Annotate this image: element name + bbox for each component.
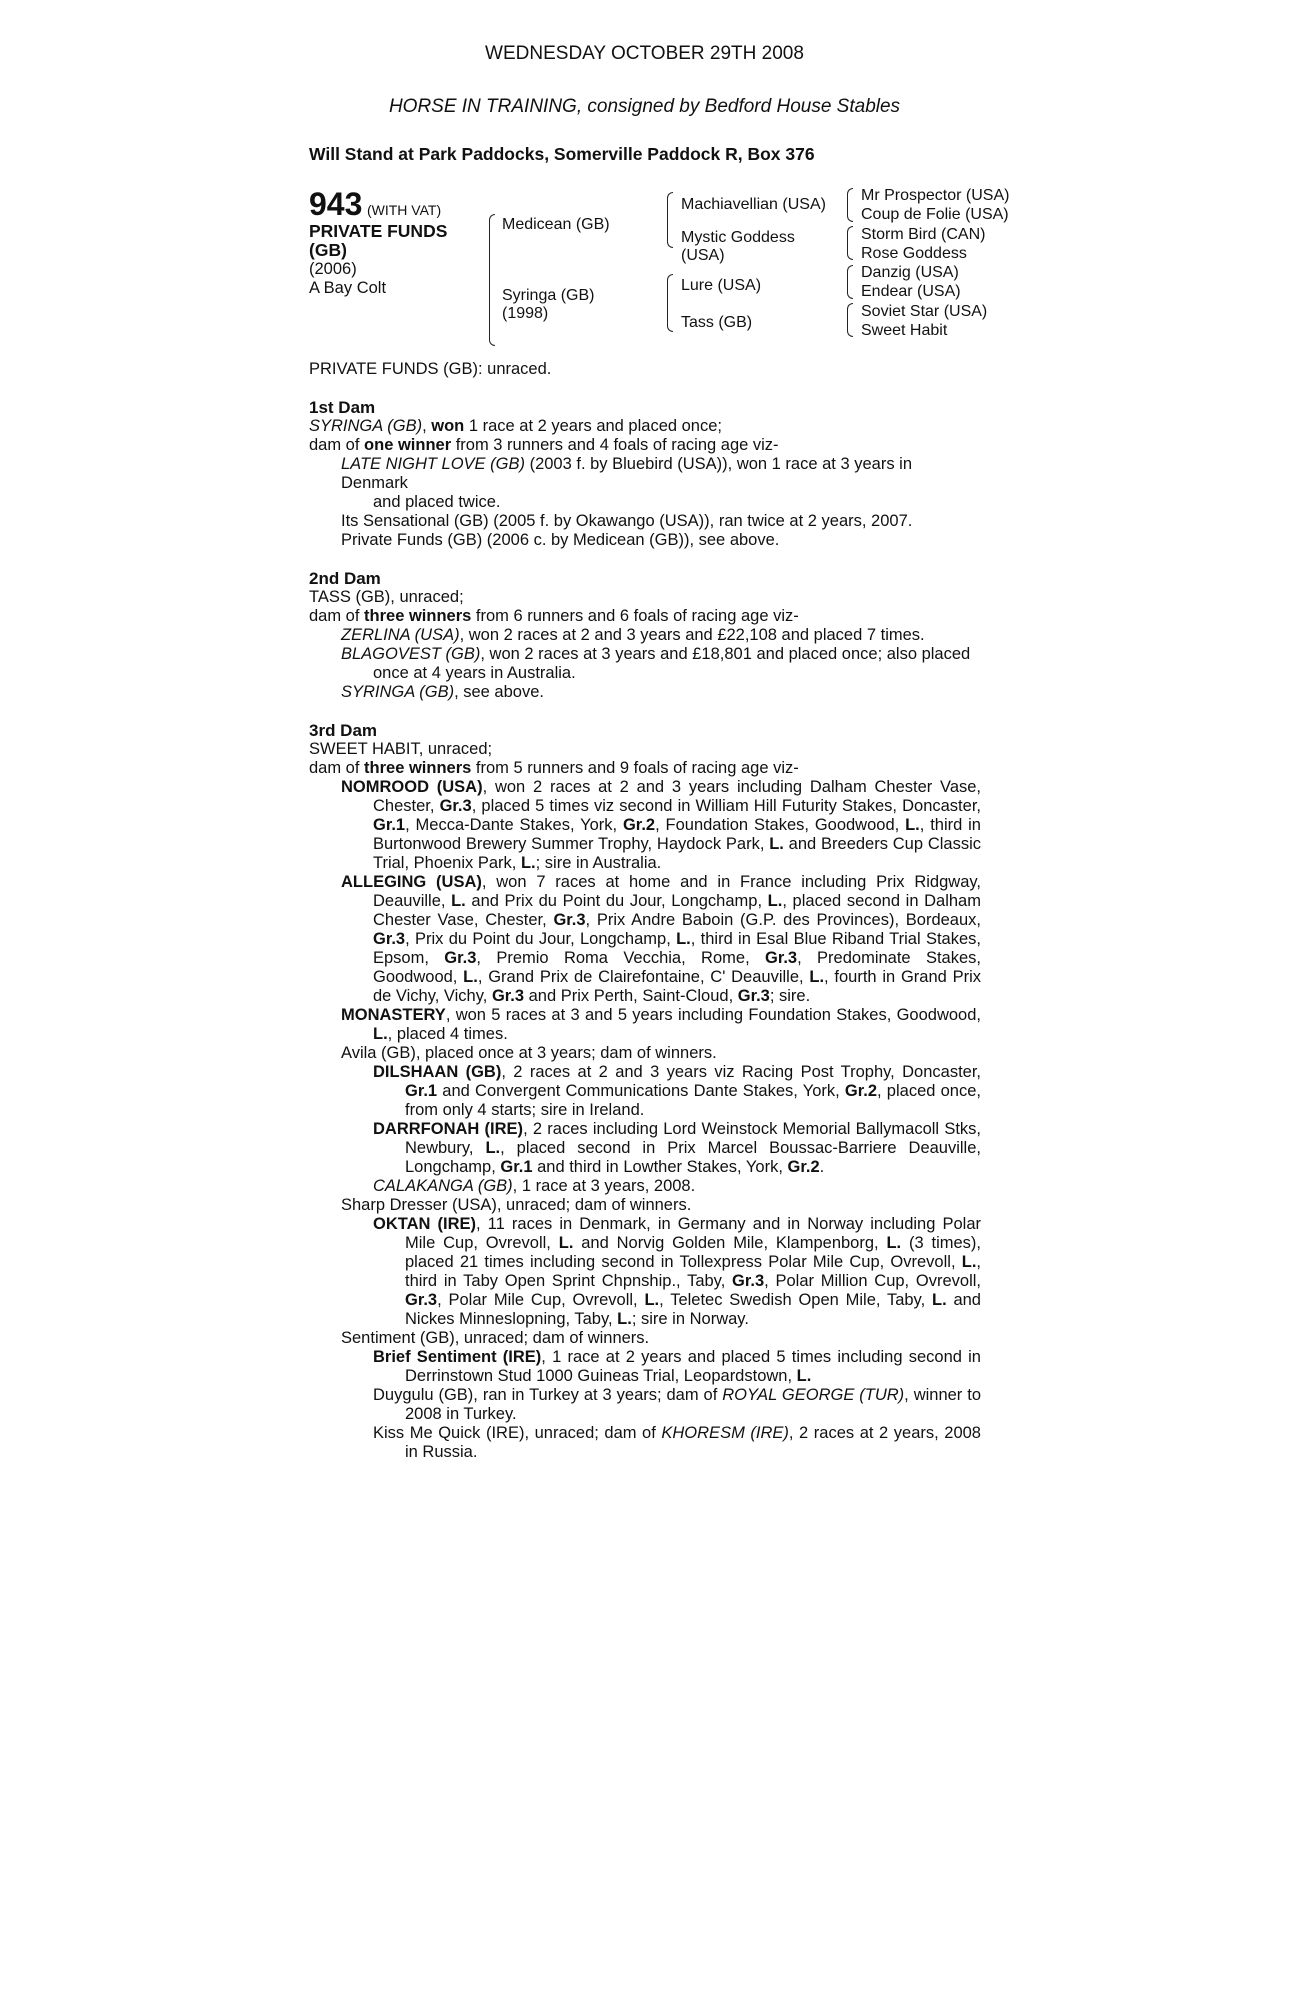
brace-gen3-1: [847, 188, 853, 222]
brace-gen2-dam: [667, 274, 673, 332]
horse-name-country: (GB): [309, 240, 347, 260]
gen3-dss: Danzig (USA): [861, 264, 959, 281]
second-dam-foal-2: BLAGOVEST (GB), won 2 races at 3 years and £18,801 and placed once; also placed: [341, 645, 971, 663]
entry-darrfonah: DARRFONAH (IRE), 2 races including Lord Weinstock Memorial Ballymacoll Stks, Newbury, L., placed second in Prix Marcel Boussac-Barriere Deauville, Longchamp, Gr.1 and third in Lowther Stakes, York, Gr.2.: [373, 1120, 982, 1176]
second-dam-record: TASS (GB), unraced;: [309, 588, 464, 606]
first-dam-foal-3: Private Funds (GB) (2006 c. by Medicean (GB)), see above.: [341, 531, 780, 549]
catalogue-body: [309, 360, 981, 1462]
brace-gen3-2: [847, 226, 853, 260]
entry-kiss-me-quick: Kiss Me Quick (IRE), unraced; dam of KHORESM (IRE), 2 races at 2 years, 2008 in Russia.: [373, 1424, 981, 1461]
gen3-sd: Coup de Folie (USA): [861, 206, 1009, 223]
dam-year: (1998): [502, 305, 549, 322]
gen3-ddd: Sweet Habit: [861, 322, 948, 339]
gen3-dds: Soviet Star (USA): [861, 303, 988, 320]
gen3-ds: Storm Bird (CAN): [861, 226, 986, 243]
race-summary: PRIVATE FUNDS (GB): unraced.: [309, 360, 552, 378]
sire: Medicean (GB): [502, 216, 610, 233]
stabling-location: Will Stand at Park Paddocks, Somerville Paddock R, Box 376: [309, 144, 815, 164]
second-dam-heading: 2nd Dam: [309, 569, 381, 588]
entry-calakanga: CALAKANGA (GB), 1 race at 3 years, 2008.: [373, 1177, 696, 1195]
third-dam-record: SWEET HABIT, unraced;: [309, 740, 493, 758]
horse-name: PRIVATE FUNDS: [309, 221, 448, 241]
vat-note: (WITH VAT): [366, 202, 442, 218]
sire-dam: Mystic Goddess: [681, 229, 795, 246]
gen3-dsd: Endear (USA): [861, 283, 961, 300]
entry-sentiment: Sentiment (GB), unraced; dam of winners.: [341, 1329, 650, 1347]
lot-info: [309, 186, 447, 298]
entry-dilshaan: DILSHAAN (GB), 2 races at 2 and 3 years viz Racing Post Trophy, Doncaster, Gr.1 and Convergent Communications Dante Stakes, York, Gr.2, placed once, from only 4 starts; sire in Ireland.: [373, 1063, 981, 1119]
gen3-dd: Rose Goddess: [861, 245, 967, 262]
sale-date: WEDNESDAY OCTOBER 29TH 2008: [485, 43, 804, 64]
brace-gen3-3: [847, 265, 853, 299]
dam: Syringa (GB): [502, 287, 595, 304]
first-dam-foal-1-cont: and placed twice.: [373, 493, 501, 511]
entry-duygulu: Duygulu (GB), ran in Turkey at 3 years; dam of ROYAL GEORGE (TUR), winner to 2008 in Turkey.: [373, 1386, 981, 1423]
foaling-year: (2006): [309, 260, 357, 278]
first-dam-heading: 1st Dam: [309, 398, 376, 417]
entry-nomrood: NOMROOD (USA), won 2 races at 2 and 3 years including Dalham Chester Vase, Chester, Gr.3, placed 5 times viz second in William Hill Futurity Stakes, Doncaster, Gr.1, Mecca-Dante Stakes, York, Gr.2, Foundation Stakes, Goodwood, L., third in Burtonwood Brewery Summer Trophy, Haydock Park, L. and Breeders Cup Classic Trial, Phoenix Park, L.; sire in Australia.: [341, 778, 982, 872]
brace-gen1: [489, 214, 495, 346]
dam-sire: Lure (USA): [681, 277, 762, 294]
entry-sharp-dresser: Sharp Dresser (USA), unraced; dam of winners.: [341, 1196, 692, 1214]
lot-number: 943: [309, 186, 363, 222]
first-dam-foal-1: LATE NIGHT LOVE (GB) (2003 f. by Bluebird (USA)), won 1 race at 3 years in Denmark: [341, 455, 912, 492]
pedigree-table: [309, 186, 1029, 346]
first-dam-produce: dam of one winner from 3 runners and 4 foals of racing age viz-: [309, 436, 779, 454]
entry-oktan: OKTAN (IRE), 11 races in Denmark, in Germany and in Norway including Polar Mile Cup, Ovrevoll, L. and Norvig Golden Mile, Klampenborg, L. (3 times), placed 21 times including second in Tollexpress Polar Mile Cup, Ovrevoll, L., third in Taby Open Sprint Chpnship., Taby, Gr.3, Polar Million Cup, Ovrevoll, Gr.3, Polar Mile Cup, Ovrevoll, L., Teletec Swedish Open Mile, Taby, L. and Nickes Minneslopning, Taby, L.; sire in Norway.: [373, 1215, 981, 1328]
third-dam-produce: dam of three winners from 5 runners and 9 foals of racing age viz-: [309, 759, 799, 777]
horse-description: A Bay Colt: [309, 279, 387, 297]
second-dam-foal-3: SYRINGA (GB), see above.: [341, 683, 544, 701]
dam-dam: Tass (GB): [681, 314, 753, 331]
second-dam-foal-1: ZERLINA (USA), won 2 races at 2 and 3 years and £22,108 and placed 7 times.: [341, 626, 925, 644]
consignment-subtitle: HORSE IN TRAINING, consigned by Bedford House Stables: [388, 96, 901, 117]
brace-gen2-sire: [667, 192, 673, 248]
sire-sire: Machiavellian (USA): [681, 196, 826, 213]
entry-avila: Avila (GB), placed once at 3 years; dam of winners.: [341, 1044, 717, 1062]
second-dam-foal-2-cont: once at 4 years in Australia.: [373, 664, 576, 682]
first-dam-record: SYRINGA (GB), won 1 race at 2 years and placed once;: [309, 417, 722, 435]
entry-brief-sentiment: Brief Sentiment (IRE), 1 race at 2 years and placed 5 times including second in Derrinstown Stud 1000 Guineas Trial, Leopardstown, L.: [373, 1348, 981, 1385]
gen3-ss: Mr Prospector (USA): [861, 187, 1010, 204]
brace-gen3-4: [847, 303, 853, 337]
third-dam-heading: 3rd Dam: [309, 721, 378, 740]
entry-monastery: MONASTERY, won 5 races at 3 and 5 years including Foundation Stakes, Goodwood, L., placed 4 times.: [341, 1006, 981, 1043]
second-dam-produce: dam of three winners from 6 runners and 6 foals of racing age viz-: [309, 607, 799, 625]
sire-dam-country: (USA): [681, 247, 725, 264]
first-dam-foal-2: Its Sensational (GB) (2005 f. by Okawango (USA)), ran twice at 2 years, 2007.: [341, 512, 913, 530]
entry-alleging: ALLEGING (USA), won 7 races at home and in France including Prix Ridgway, Deauville, L. and Prix du Point du Jour, Longchamp, L., placed second in Dalham Chester Vase, Chester, Gr.3, Prix Andre Baboin (G.P. des Provinces), Bordeaux, Gr.3, Prix du Point du Jour, Longchamp, L., third in Esal Blue Riband Trial Stakes, Epsom, Gr.3, Premio Roma Vecchia, Rome, Gr.3, Predominate Stakes, Goodwood, L., Grand Prix de Clairefontaine, C' Deauville, L., fourth in Grand Prix de Vichy, Vichy, Gr.3 and Prix Perth, Saint-Cloud, Gr.3; sire.: [341, 873, 982, 1005]
